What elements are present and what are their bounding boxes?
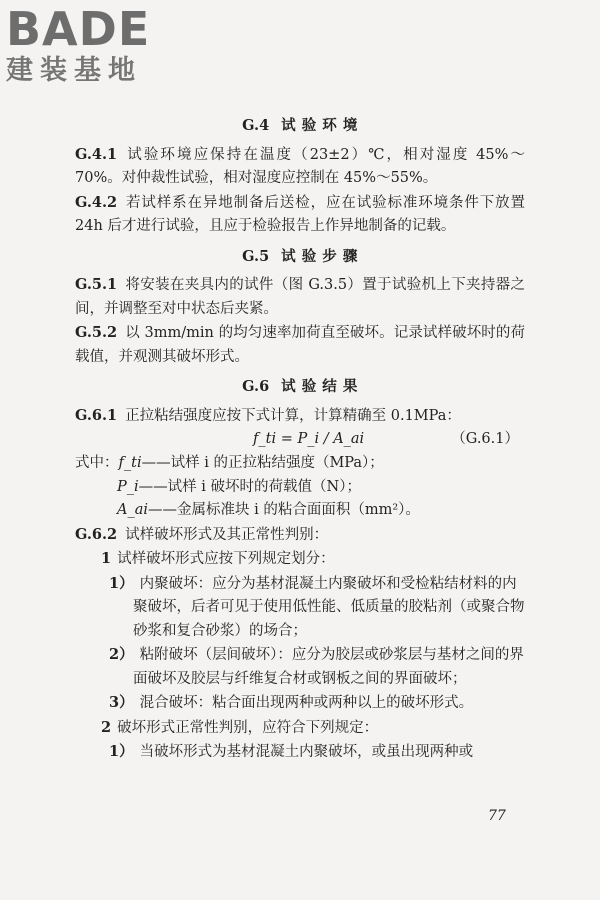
section-heading-g5 bbox=[75, 245, 525, 269]
list-text: 混合破坏：粘合面出现两种或两种以上的破坏形式。 bbox=[139, 695, 474, 711]
list-number: 3） bbox=[109, 694, 134, 711]
list-item-1-3 bbox=[75, 691, 525, 716]
list-item-1-2 bbox=[75, 643, 525, 691]
page-number: 77 bbox=[488, 808, 506, 824]
clause-g61 bbox=[75, 404, 525, 429]
clause-text: 将安装在夹具内的试件（图 G.3.5）置于试验机上下夹持器之间，并调整至对中状态后夹紧。 bbox=[75, 277, 525, 317]
definition-text: ——试样 i 破坏时的荷载值（N）； bbox=[138, 478, 361, 495]
watermark-logo bbox=[6, 2, 151, 86]
list-number: 1） bbox=[109, 574, 134, 592]
list-number: 1） bbox=[109, 743, 134, 760]
list-item-1 bbox=[75, 547, 525, 572]
logo-word: BADE bbox=[6, 2, 151, 56]
section-number: G.4 bbox=[242, 117, 270, 134]
clause-g41 bbox=[75, 143, 525, 191]
list-text: 当破坏形式为基材混凝土内聚破坏，或虽出现两种或 bbox=[139, 744, 474, 760]
list-number: 2 bbox=[101, 718, 112, 736]
list-text: 破坏形式正常性判别，应符合下列规定： bbox=[117, 719, 379, 736]
definition-a bbox=[75, 499, 525, 523]
clause-g52 bbox=[75, 321, 525, 369]
list-number: 1 bbox=[101, 550, 112, 567]
list-text: 粘附破坏（层间破坏）：应分为胶层或砂浆层与基材之间的界面破坏及胶层与纤维复合材或钢板之间的界面破坏； bbox=[133, 647, 524, 687]
clause-number: G.6.1 bbox=[75, 406, 118, 424]
list-number: 2） bbox=[109, 646, 134, 663]
formula-tag: （G.6.1） bbox=[451, 431, 519, 447]
symbol-f: f_ti bbox=[118, 455, 142, 471]
clause-g51 bbox=[75, 273, 525, 321]
symbol-a: A_ai bbox=[117, 502, 149, 518]
list-text: 试样破坏形式应按下列规定划分： bbox=[117, 551, 335, 567]
section-number: G.6 bbox=[242, 378, 270, 395]
clause-number: G.4.2 bbox=[75, 193, 118, 211]
clause-number: G.6.2 bbox=[75, 525, 118, 543]
clause-text: 正拉粘结强度应按下式计算，计算精确至 0.1MPa： bbox=[125, 407, 461, 424]
section-title: 试 验 结 果 bbox=[281, 378, 358, 395]
definition-text: ——试样 i 的正拉粘结强度（MPa）； bbox=[141, 455, 384, 471]
logo-subtitle: 建装基地 bbox=[6, 55, 142, 86]
definition-f bbox=[75, 452, 525, 476]
definition-intro: 式中： bbox=[75, 455, 119, 471]
section-heading-g6 bbox=[75, 375, 525, 399]
clause-g42 bbox=[75, 191, 525, 239]
list-text: 内聚破坏：应分为基材混凝土内聚破坏和受检粘结材料的内聚破坏，后者可见于使用低性能、低质量的胶粘剂（或聚合物砂浆和复合砂浆）的场合； bbox=[133, 575, 525, 639]
section-title: 试 验 环 境 bbox=[281, 117, 358, 134]
formula-expression: f_ti = P_i / A_ai bbox=[253, 431, 365, 447]
clause-number: G.4.1 bbox=[75, 145, 118, 163]
list-item-2 bbox=[75, 716, 525, 741]
symbol-p: P_i bbox=[117, 478, 139, 495]
clause-number: G.5.1 bbox=[75, 276, 118, 293]
clause-text: 试验环境应保持在温度（23±2）℃，相对湿度 45%～70%。对仲裁性试验，相对湿度应控制在 45%～55%。 bbox=[75, 146, 525, 186]
definition-p bbox=[75, 476, 525, 500]
section-heading-g4 bbox=[75, 114, 525, 138]
list-item-1-1 bbox=[75, 572, 525, 644]
section-title: 试 验 步 骤 bbox=[281, 247, 358, 265]
clause-number: G.5.2 bbox=[75, 324, 118, 341]
list-item-2-1 bbox=[75, 740, 525, 765]
clause-text: 若试样系在异地制备后送检，应在试验标准环境条件下放置 24h 后才进行试验，且应于检验报告上作异地制备的记载。 bbox=[75, 194, 525, 234]
definition-text: ——金属标准块 i 的粘合面面积（mm²）。 bbox=[148, 502, 420, 518]
formula-g61 bbox=[75, 428, 525, 452]
clause-g62 bbox=[75, 523, 525, 548]
section-number: G.5 bbox=[242, 247, 270, 265]
clause-text: 试样破坏形式及其正常性判别： bbox=[125, 526, 329, 543]
clause-text: 以 3mm/min 的均匀速率加荷直至破坏。记录试样破坏时的荷载值，并观测其破坏形式。 bbox=[75, 325, 525, 365]
page-content bbox=[75, 108, 525, 765]
